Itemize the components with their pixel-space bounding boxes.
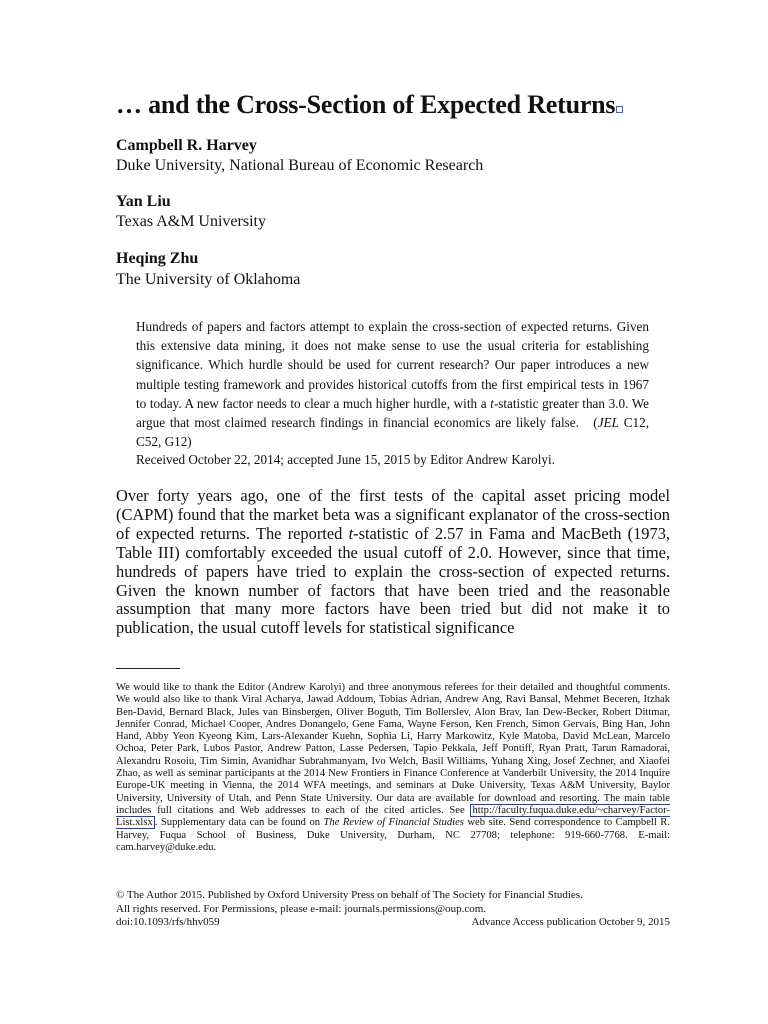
footnote-marker-link[interactable] — [616, 106, 623, 113]
jel-label: JEL — [597, 415, 619, 431]
paper-title-text: … and the Cross-Section of Expected Returns — [116, 90, 616, 119]
intro-text-end: -statistic of 2.57 in Fama and MacBeth (1973, Table III) comfortably exceeded the usual cutoff of 2.0. However, since that time, hundreds of papers have tried to explain the cross-section of expected returns. Given the known number of factors that have been tried and the reasonable assumption that many more factors have been tried but did not make it to publication, the usual cutoff levels for statistical significance — [116, 523, 670, 638]
abstract-text-end: -statistic greater than 3.0. We argue that most claimed research findings in financial economics are likely false. — [136, 395, 649, 431]
footnote-text-start: We would like to thank the Editor (Andrew Karolyi) and three anonymous referees for their detailed and thoughtful comments. We would also like to thank Viral Acharya, Jawad Addoum, Tobias Adrian, Andrew Ang, Ravi Bansal, Mehmet Beceren, Itzhak Ben-David, Bernard Black, Jules van Binsbergen, Oliver Boguth, Tim Bollerslev, Alon Brav, Ian Dew-Becker, Robert Dittmar, Jennifer Conrad, Michael Cooper, Andres Donangelo, Gene Fama, Wayne Ferson, Ken French, Simon Gervais, Bing Han, John Hand, Abby Yeon Kyeong Kim, Lars-Alexander Kuehn, Sophia Li, Harry Markowitz, Kyle Matoba, David McLean, Marcelo Ochoa, Peter Park, Lubos Pastor, Andrew Patton, Lasse Pedersen, Tapio Pekkala, Jeff Pontiff, Ryan Pratt, Tarun Ramadorai, Alexandru Rosoiu, Tim Simin, Avanidhar Subrahmanyam, Ivo Welch, Basil Williams, Yuhang Xing, Josef Zechner, and Xiaofei Zhao, as well as seminar participants at the 2014 New Frontiers in Finance Conference at Vanderbilt University, the 2014 Inquire Europe-UK meeting in Vienna, the 2014 WFA meetings, and seminars at Duke University, Texas A&M University, Baylor University, University of Utah, and Penn State University. Our data are available for download and resorting. The main table includes full citations and Web addresses to each of the cited articles. See — [116, 682, 670, 816]
jel-codes: C12, C52, G12) — [136, 415, 650, 450]
intro-paragraph — [116, 487, 670, 638]
jel-open: ( — [593, 415, 598, 431]
author-name-1: Campbell R. Harvey — [116, 137, 257, 154]
journal-name: The Review of Financial Studies — [323, 817, 464, 829]
author-affiliation-1: Duke University, National Bureau of Economic Research — [116, 157, 484, 174]
author-name-2: Yan Liu — [116, 193, 171, 210]
copyright-line-2: All rights reserved. For Permissions, please e-mail: journals.permissions@oup.com. — [116, 902, 487, 915]
footnote-separator — [116, 668, 180, 669]
abstract — [136, 317, 649, 451]
author-affiliation-3: The University of Oklahoma — [116, 271, 301, 288]
advance-access-date: Advance Access publication October 9, 2015 — [471, 916, 670, 929]
footnote-text-end: web site. Send correspondence to Campbell R. Harvey, Fuqua School of Business, Duke University, Durham, NC 27708; telephone: 919-660-7768. E-mail: cam.harvey@duke.edu. — [116, 817, 670, 853]
factor-list-link[interactable]: http://faculty.fuqua.duke.edu/~charvey/Factor-List.xlsx — [116, 804, 670, 829]
paper-title — [116, 88, 676, 122]
intro-text-start: Over forty years ago, one of the first tests of the capital asset pricing model (CAPM) found that the market beta was a significant explanator of the cross-section of expected returns. The reported — [116, 486, 670, 543]
copyright-block — [116, 889, 670, 930]
abstract-t-symbol: t — [490, 395, 494, 411]
author-name-3: Heqing Zhu — [116, 250, 199, 267]
copyright-line-1: © The Author 2015. Published by Oxford University Press on behalf of The Society for Financial Studies. — [116, 889, 583, 901]
acknowledgements-footnote — [116, 682, 670, 854]
intro-t-symbol: t — [348, 523, 354, 543]
abstract-text-start: Hundreds of papers and factors attempt to explain the cross-section of expected returns. Given this extensive data mining, it does not make sense to use the usual criteria for establishing significance. Which hurdle should be used for current research? Our paper introduces a new multiple testing framework and provides historical cutoffs from the first empirical tests in 1967 to today. A new factor needs to clear a much higher hurdle, with a — [136, 319, 649, 411]
footnote-text-mid: . Supplementary data can be found on — [154, 817, 324, 829]
doi: doi:10.1093/rfs/hhv059 — [116, 916, 220, 929]
author-affiliation-2: Texas A&M University — [116, 213, 266, 230]
received-line: Received October 22, 2014; accepted June 15, 2015 by Editor Andrew Karolyi. — [136, 452, 555, 467]
doi-row — [116, 916, 670, 930]
